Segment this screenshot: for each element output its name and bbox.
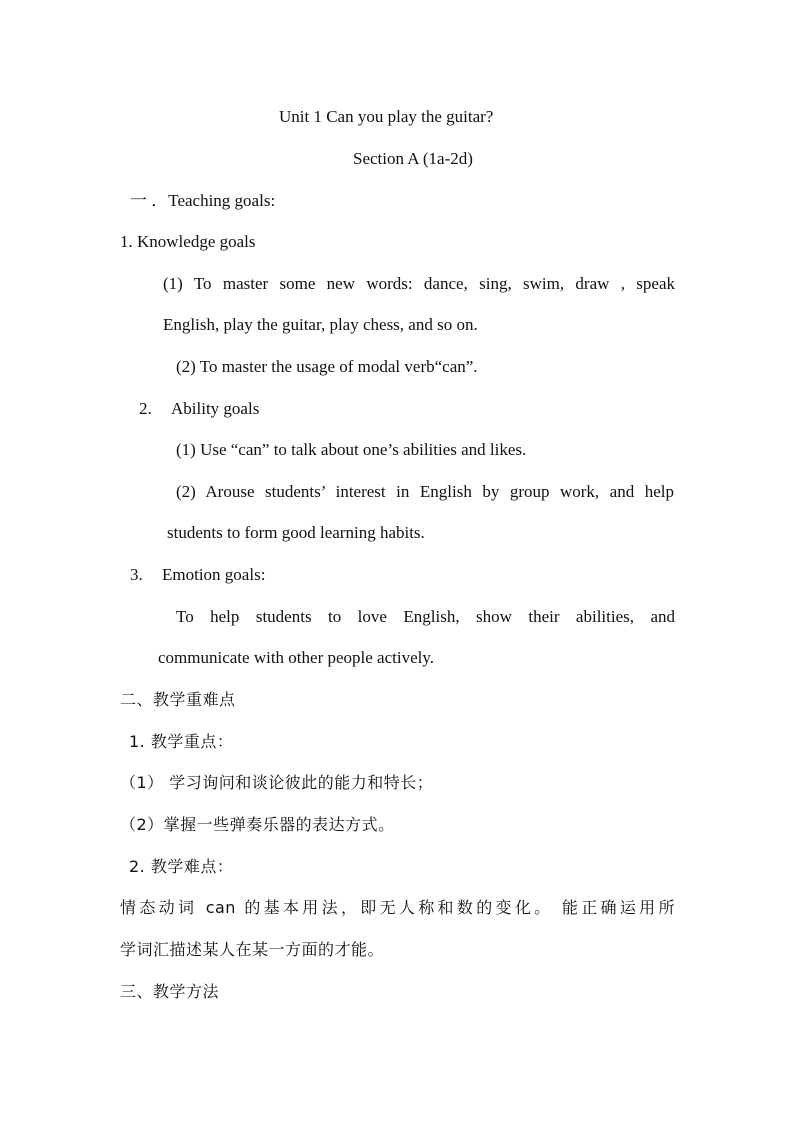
knowledge-item-1-line-2: English, play the guitar, play chess, and so on. (163, 315, 478, 334)
difficult-points-heading: 2. 教学难点： (129, 857, 234, 876)
emotion-goals-heading: Emotion goals: (162, 565, 266, 584)
knowledge-item-1-line-1: (1) To master some new words: dance, sing, swim, draw , speak (163, 274, 675, 293)
section-1-heading: 一 ．Teaching goals: (130, 191, 276, 210)
section-2-heading: 二、教学重难点 (120, 690, 236, 709)
ability-goals-heading: Ability goals (171, 399, 260, 418)
key-point-1: （1） 学习询问和谈论彼此的能力和特长； (120, 773, 434, 792)
knowledge-goals-heading: 1. Knowledge goals (120, 232, 256, 251)
knowledge-item-2: (2) To master the usage of modal verb“can”. (176, 357, 478, 376)
difficult-point-line-2: 学词汇描述某人在某一方面的才能。 (120, 940, 385, 959)
key-points-heading: 1. 教学重点： (129, 732, 234, 751)
emotion-line-2: communicate with other people actively. (158, 648, 434, 667)
ability-goals-number: 2. (139, 399, 152, 418)
ability-item-2-line-2: students to form good learning habits. (167, 523, 425, 542)
ability-item-1: (1) Use “can” to talk about one’s abilities and likes. (176, 440, 527, 459)
document-subtitle: Section A (1a-2d) (353, 149, 473, 168)
emotion-line-1: To help students to love English, show their abilities, and (176, 607, 675, 626)
section-3-heading: 三、教学方法 (120, 982, 220, 1001)
key-point-2: （2）掌握一些弹奏乐器的表达方式。 (120, 815, 395, 834)
emotion-goals-number: 3. (130, 565, 143, 584)
document-title: Unit 1 Can you play the guitar? (279, 107, 494, 126)
difficult-point-line-1: 情态动词 can 的基本用法，即无人称和数的变化。 能正确运用所 (120, 898, 675, 917)
ability-item-2-line-1: (2) Arouse students’ interest in English by group work, and help (176, 482, 674, 501)
